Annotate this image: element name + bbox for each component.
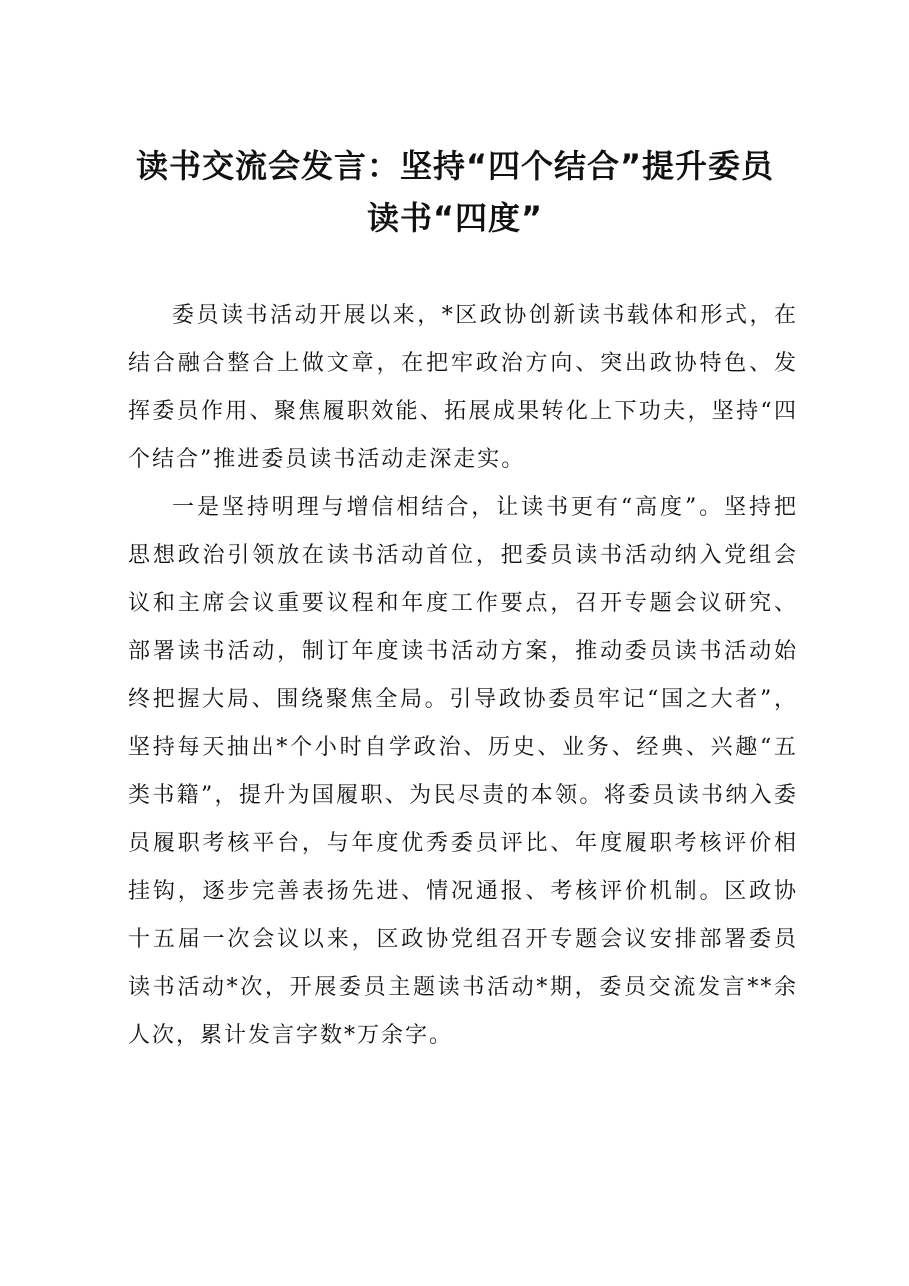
title-line-2: 读书“四度”	[366, 199, 544, 237]
paragraph-point-one: 一是坚持明理与增信相结合，让读书更有“高度”。坚持把思想政治引领放在读书活动首位，把委员读书活动纳入党组会议和主席会议重要议程和年度工作要点，召开专题会议研究、部署读书活动，制订年度读书活动方案，推动委员读书活动始终把握大局、围绕聚焦全局。引导政协委员牢记“国之大者”，坚持每天抽出*个小时自学政治、历史、业务、经典、兴趣“五类书籍”，提升为国履职、为民尽责的本领。将委员读书纳入委员履职考核平台，与年度优秀委员评比、年度履职考核评价相挂钩，逐步完善表扬先进、情况通报、考核评价机制。区政协十五届一次会议以来，区政协党组召开专题会议安排部署委员读书活动*次，开展委员主题读书活动*期，委员交流发言**余人次，累计发言字数*万余字。	[128, 495, 798, 1048]
title-line-1: 读书交流会发言：坚持“四个结合”提升委员	[135, 147, 775, 185]
document-title	[110, 140, 800, 244]
paragraph-intro: 委员读书活动开展以来，*区政协创新读书载体和形式，在结合融合整合上做文章，在把牢政治方向、突出政协特色、发挥委员作用、聚焦履职效能、拓展成果转化上下功夫，坚持“四个结合”推进委员读书活动走深走实。	[128, 303, 798, 472]
document-body	[128, 292, 798, 1060]
